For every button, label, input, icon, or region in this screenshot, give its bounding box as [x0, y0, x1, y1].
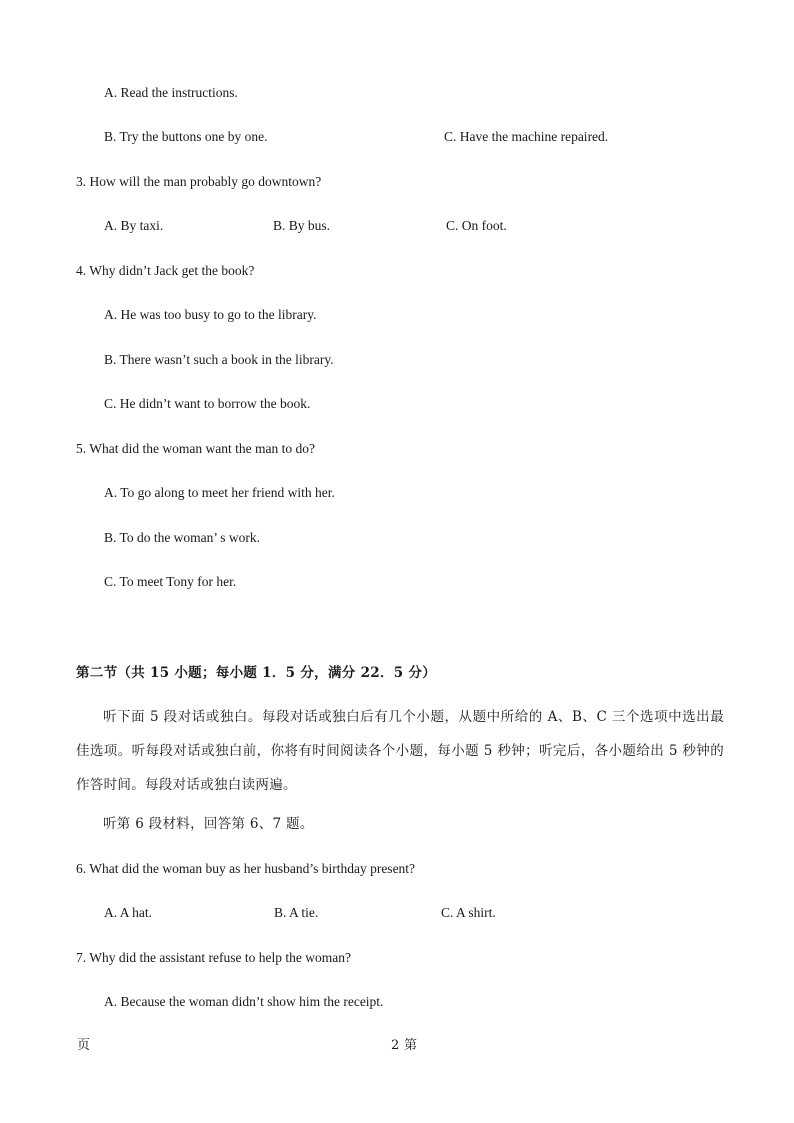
q4-option-c: C. He didn’t want to borrow the book.	[104, 396, 311, 411]
q2-option-c: C. Have the machine repaired.	[444, 129, 609, 144]
q2-option-b: B. Try the buttons one by one.	[104, 129, 268, 144]
q6-option-a: A. A hat.	[104, 905, 153, 920]
q5-option-c: C. To meet Tony for her.	[104, 574, 237, 589]
q7-question: 7. Why did the assistant refuse to help the woman?	[76, 950, 351, 965]
q3-option-b: B. By bus.	[273, 218, 331, 233]
q7-option-a: A. Because the woman didn’t show him the receipt.	[104, 994, 384, 1009]
q3-option-a: A. By taxi.	[104, 218, 164, 233]
section-2-heading: 第二节（共 15 小题；每小题 1．5 分，满分 22．5 分）	[76, 665, 437, 681]
q3-question: 3. How will the man probably go downtown?	[76, 174, 322, 189]
q5-option-b: B. To do the woman’ s work.	[104, 530, 261, 545]
q6-question: 6. What did the woman buy as her husband’s birthday present?	[76, 861, 416, 876]
section-2-instructions: 听下面 5 段对话或独白。每段对话或独白后有几个小题，从题中所给的 A、B、C 三个选项中选出最佳选项。听每段对话或独白前，你将有时间阅读各个小题，每小题 5 秒钟；听完后，各小题给出 5 秒钟的作答时间。每段对话或独白读两遍。	[76, 709, 724, 793]
footer-page-number: 2 第	[391, 1038, 418, 1053]
q2-option-a: A. Read the instructions.	[104, 85, 238, 100]
footer-left: 页	[77, 1038, 91, 1053]
q6-option-c: C. A shirt.	[441, 905, 496, 920]
material-note: 听第 6 段材料，回答第 6、7 题。	[103, 816, 314, 832]
q4-question: 4. Why didn’t Jack get the book?	[76, 263, 255, 278]
q5-option-a: A. To go along to meet her friend with her.	[104, 485, 335, 500]
q3-option-c: C. On foot.	[446, 218, 507, 233]
q4-option-a: A. He was too busy to go to the library.	[104, 307, 317, 322]
q6-option-b: B. A tie.	[274, 905, 319, 920]
q5-question: 5. What did the woman want the man to do?	[76, 441, 315, 456]
q4-option-b: B. There wasn’t such a book in the library.	[104, 352, 334, 367]
